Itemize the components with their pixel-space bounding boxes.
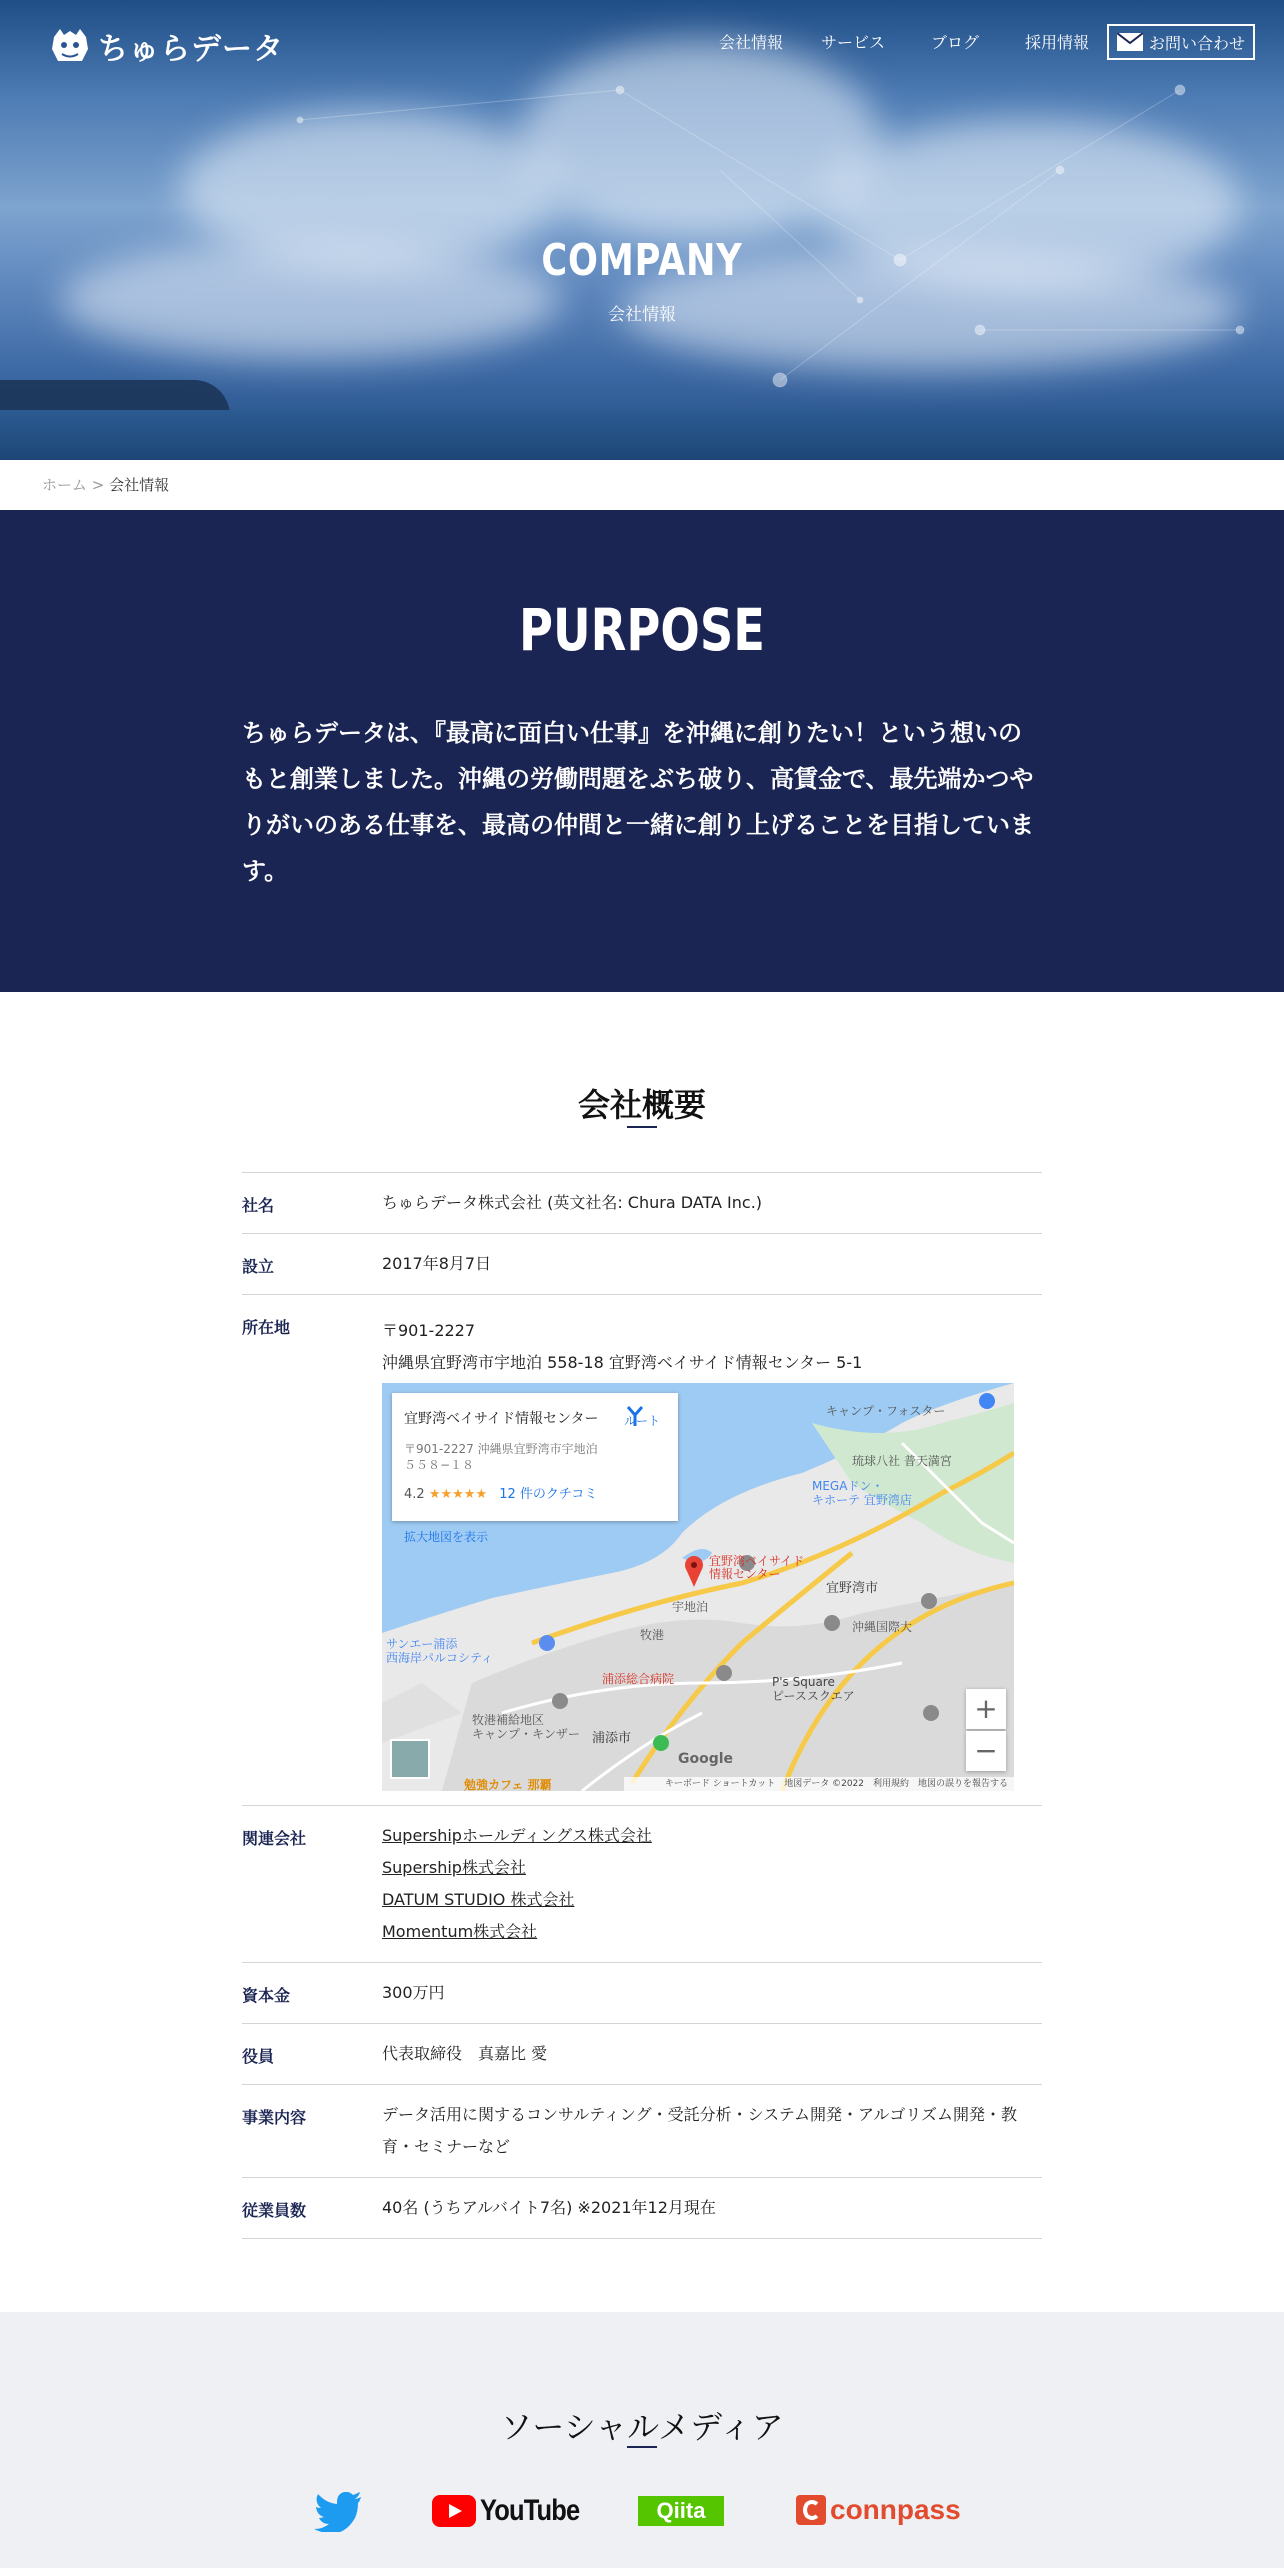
map-place-card [392, 1393, 678, 1544]
map-footer[interactable]: キーボード ショートカット 地図データ ©2022 利用規約 地図の誤りを報告する [624, 1777, 1014, 1791]
row-company-name [242, 1172, 1042, 1233]
row-label: 関連会社 [242, 1829, 307, 1848]
global-nav [700, 30, 1108, 53]
social-icons [0, 2488, 1284, 2548]
zoom-in-button[interactable]: + [966, 1689, 1006, 1729]
page-title: COMPANY [541, 235, 743, 286]
row-related [242, 1805, 1042, 1962]
row-value: 300万円 [382, 1983, 445, 2002]
zoom-out-button[interactable]: − [966, 1731, 1006, 1771]
breadcrumb [42, 474, 169, 495]
breadcrumb-separator: > [91, 476, 105, 494]
place-rating [404, 1479, 666, 1511]
row-officers [242, 2023, 1042, 2084]
street-view-thumbnail[interactable] [390, 1739, 430, 1779]
logo-text: ちゅらデータ [98, 32, 284, 67]
breadcrumb-current: 会社情報 [109, 476, 170, 494]
shisa-logo-icon [50, 27, 90, 65]
map-label: 宇地泊 [672, 1600, 709, 1614]
row-value: データ活用に関するコンサルティング・受託分析・システム開発・アルゴリズム開発・教育・セミナーなど [382, 2105, 1018, 2156]
connpass-icon [796, 2495, 826, 2525]
mail-icon [1117, 33, 1143, 51]
map-label: 浦添市 [592, 1731, 632, 1746]
row-label: 役員 [242, 2047, 275, 2066]
row-label: 事業内容 [242, 2108, 307, 2127]
row-label: 従業員数 [242, 2201, 307, 2220]
row-capital [242, 1962, 1042, 2023]
related-link[interactable]: Momentum株式会社 [382, 1922, 538, 1941]
social-section [0, 2312, 1284, 2568]
youtube-link[interactable] [432, 2494, 597, 2528]
row-label: 設立 [242, 1257, 275, 1276]
related-links [382, 1806, 1042, 1962]
map-label: P's Square ピーススクエア [772, 1675, 855, 1703]
row-value: 代表取締役 真嘉比 愛 [382, 2044, 548, 2063]
postal-code: 〒901-2227 [382, 1321, 476, 1340]
route-button[interactable] [624, 1405, 660, 1437]
larger-map-link[interactable]: 拡大地図を表示 [404, 1530, 489, 1544]
connpass-link[interactable] [796, 2494, 961, 2526]
row-label: 社名 [242, 1196, 275, 1215]
contact-button[interactable] [1107, 24, 1255, 60]
hero-banner [0, 0, 1284, 460]
site-logo[interactable] [50, 24, 284, 68]
google-logo: Google [678, 1751, 734, 1767]
title-underline [627, 1126, 657, 1128]
contact-label: お問い合わせ [1148, 33, 1245, 53]
map-label: 勉強カフェ 那覇 [464, 1778, 552, 1791]
place-address: 〒901-2227 沖縄県宜野湾市宇地泊５５８−１８ [404, 1442, 598, 1472]
social-title: ソーシャルメディア [500, 2408, 784, 2446]
twitter-icon[interactable] [314, 2492, 362, 2532]
nav-recruit[interactable]: 採用情報 [1024, 33, 1089, 52]
map-label: 宜野湾市 [826, 1581, 879, 1596]
related-link[interactable]: Supershipホールディングス株式会社 [382, 1826, 652, 1845]
row-value: ちゅらデータ株式会社 (英文社名: Chura DATA Inc.) [382, 1193, 763, 1212]
nav-company[interactable]: 会社情報 [718, 33, 783, 52]
youtube-wordmark: YouTube [480, 2494, 580, 2527]
address-cell [382, 1295, 1042, 1805]
place-name: 宜野湾ベイサイド情報センター [404, 1411, 599, 1427]
map-label: 沖縄国際大 [852, 1620, 913, 1634]
purpose-section [0, 510, 1284, 992]
row-business [242, 2084, 1042, 2177]
map-label: 牧港 [640, 1628, 665, 1642]
related-link[interactable]: Supership株式会社 [382, 1858, 526, 1877]
map-label: 琉球八社 普天満宮 [852, 1454, 952, 1468]
company-table [242, 1172, 1042, 2239]
reviews-link[interactable]: 12 件のクチコミ [499, 1487, 598, 1502]
row-value: 40名 (うちアルバイト7名) ※2021年12月現在 [382, 2198, 716, 2217]
sea [0, 410, 1284, 460]
star-rating-icon: ★★★★★ [428, 1487, 488, 1502]
map-pin-label: 宜野湾ベイサイド 情報センター [709, 1554, 805, 1581]
purpose-text: ちゅらデータは、『最高に面白い仕事』を沖縄に創りたい！という想いのもと創業しました。沖縄の労働問題をぶち破り、高賃金で、最先端かつやりがいのある仕事を、最高の仲間と一緒に創り上げることを目指しています。 [242, 719, 1034, 885]
map-label: MEGAドン・ キホーテ 宜野湾店 [812, 1479, 912, 1507]
nav-blog[interactable]: ブログ [930, 33, 979, 52]
address-line: 沖縄県宜野湾市宇地泊 558-18 宜野湾ベイサイド情報センター 5-1 [382, 1353, 863, 1372]
row-value: 2017年8月7日 [382, 1254, 492, 1273]
row-address [242, 1294, 1042, 1805]
title-underline [627, 2446, 657, 2448]
purpose-title: PURPOSE [519, 596, 765, 664]
row-label: 資本金 [242, 1986, 291, 2005]
breadcrumb-home[interactable]: ホーム [42, 476, 88, 494]
rating-value: 4.2 [404, 1487, 425, 1502]
youtube-icon [432, 2495, 476, 2527]
connpass-wordmark: connpass [830, 2494, 961, 2525]
map-label: 牧港補給地区 キャンプ・キンザー [472, 1713, 580, 1741]
map-label: キャンプ・フォスター [826, 1404, 946, 1418]
google-map[interactable] [382, 1383, 1014, 1791]
overview-title: 会社概要 [577, 1086, 706, 1124]
page-subtitle: 会社情報 [608, 305, 676, 325]
row-founded [242, 1233, 1042, 1294]
row-employees [242, 2177, 1042, 2239]
map-label: 浦添総合病院 [602, 1672, 675, 1686]
nav-service[interactable]: サービス [820, 33, 885, 52]
related-link[interactable]: DATUM STUDIO 株式会社 [382, 1890, 575, 1909]
row-label: 所在地 [242, 1318, 291, 1337]
route-label: ルート [623, 1414, 660, 1428]
directions-icon [624, 1405, 646, 1427]
map-label: サンエー浦添 西海岸パルコシティ [386, 1637, 494, 1665]
qiita-logo[interactable]: Qiita [638, 2496, 724, 2526]
